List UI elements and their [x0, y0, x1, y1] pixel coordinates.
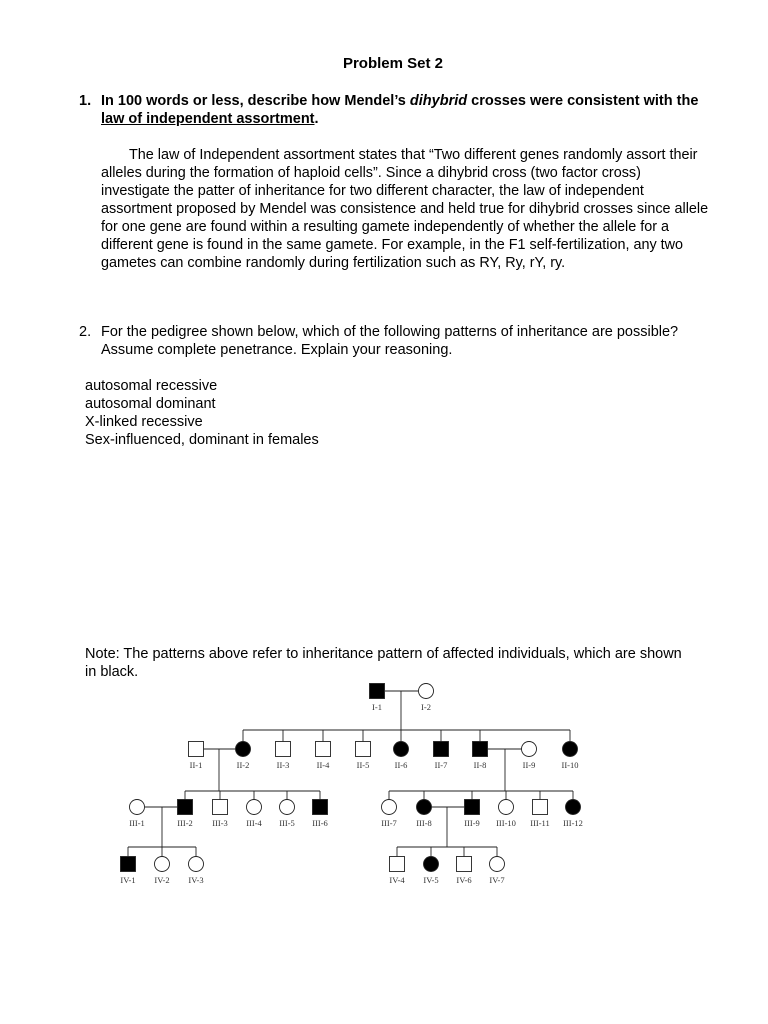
individual-label: II-5	[356, 760, 370, 770]
male-affected-symbol	[465, 800, 480, 815]
individual-label: IV-3	[188, 875, 204, 885]
question-1-text-b: crosses were consistent with the	[467, 93, 699, 109]
question-1-underlined: law of independent assortment	[101, 111, 315, 127]
individual-label: III-1	[129, 818, 145, 828]
individual-label: IV-5	[423, 875, 439, 885]
female-unaffected-symbol	[130, 800, 145, 815]
male-unaffected-symbol	[457, 857, 472, 872]
individual-label: II-10	[561, 760, 579, 770]
male-affected-symbol	[121, 857, 136, 872]
male-unaffected-symbol	[390, 857, 405, 872]
male-affected-symbol	[473, 742, 488, 757]
male-affected-symbol	[434, 742, 449, 757]
female-unaffected-symbol	[499, 800, 514, 815]
male-affected-symbol	[313, 800, 328, 815]
female-affected-symbol	[424, 857, 439, 872]
individual-label: II-6	[394, 760, 408, 770]
individual-label: IV-4	[389, 875, 405, 885]
question-1-italic: dihybrid	[409, 93, 468, 109]
answer-text: The law of Independent assortment states that “Two different genes randomly assort their alleles during the formation of haploid cells”. Since a dihybrid cross (two factor cross) investigate the patter of inheritance for two different character, the law of independent assortment proposed by Mendel was consistence and held true for dihybrid crosses since allele for one gene are found within a resulting gamete independently of whether the allele for a different gene is found in the same gamete. For example, in the F1 self-fertilization, any two gametes can combine randomly during fertilization such as RY, Ry, rY, ry.	[101, 147, 709, 271]
question-1-text-a: In 100 words or less, describe how Mendel’s	[101, 93, 410, 109]
pedigree-individuals	[120, 684, 583, 886]
female-unaffected-symbol	[419, 684, 434, 699]
individual-label: II-9	[522, 760, 536, 770]
female-affected-symbol	[394, 742, 409, 757]
individual-label: III-3	[212, 818, 228, 828]
individual-label: II-8	[473, 760, 487, 770]
female-unaffected-symbol	[247, 800, 262, 815]
individual-label: II-4	[316, 760, 330, 770]
individual-label: II-3	[276, 760, 290, 770]
individual-label: III-10	[496, 818, 516, 828]
individual-label: I-2	[421, 702, 431, 712]
question-1-number: 1.	[79, 93, 92, 109]
male-unaffected-symbol	[189, 742, 204, 757]
option-item: Sex-influenced, dominant in females	[85, 432, 319, 448]
male-affected-symbol	[178, 800, 193, 815]
individual-label: II-1	[189, 760, 203, 770]
individual-label: III-2	[177, 818, 193, 828]
individual-label: IV-7	[489, 875, 505, 885]
female-affected-symbol	[563, 742, 578, 757]
individual-label: II-7	[434, 760, 448, 770]
female-affected-symbol	[236, 742, 251, 757]
individual-label: III-6	[312, 818, 328, 828]
question-1-text-c: .	[314, 111, 319, 127]
female-unaffected-symbol	[490, 857, 505, 872]
individual-label: III-9	[464, 818, 480, 828]
individual-label: IV-6	[456, 875, 472, 885]
male-affected-symbol	[370, 684, 385, 699]
male-unaffected-symbol	[316, 742, 331, 757]
individual-label: II-2	[236, 760, 250, 770]
male-unaffected-symbol	[213, 800, 228, 815]
individual-label: III-11	[530, 818, 550, 828]
female-affected-symbol	[566, 800, 581, 815]
option-item: X-linked recessive	[85, 414, 203, 430]
option-item: autosomal dominant	[85, 396, 216, 412]
individual-label: III-5	[279, 818, 295, 828]
page-title: Problem Set 2	[342, 55, 444, 72]
male-unaffected-symbol	[533, 800, 548, 815]
male-unaffected-symbol	[356, 742, 371, 757]
individual-label: I-1	[372, 702, 382, 712]
female-unaffected-symbol	[280, 800, 295, 815]
male-unaffected-symbol	[276, 742, 291, 757]
option-item: autosomal recessive	[85, 378, 218, 394]
individual-label: III-7	[381, 818, 397, 828]
individual-label: III-4	[246, 818, 262, 828]
individual-label: III-8	[416, 818, 432, 828]
female-unaffected-symbol	[189, 857, 204, 872]
pedigree-lines	[128, 691, 573, 857]
female-affected-symbol	[417, 800, 432, 815]
individual-label: IV-2	[154, 875, 170, 885]
question-2-number: 2.	[79, 324, 92, 340]
female-unaffected-symbol	[522, 742, 537, 757]
female-unaffected-symbol	[382, 800, 397, 815]
individual-label: IV-1	[120, 875, 136, 885]
note-text: Note: The patterns above refer to inheritance pattern of affected individuals, which are shown in black.	[85, 646, 682, 680]
female-unaffected-symbol	[155, 857, 170, 872]
question-2-text: For the pedigree shown below, which of the following patterns of inheritance are possible? Assume complete penetrance. Explain your reasoning.	[101, 324, 679, 358]
individual-label: III-12	[563, 818, 583, 828]
